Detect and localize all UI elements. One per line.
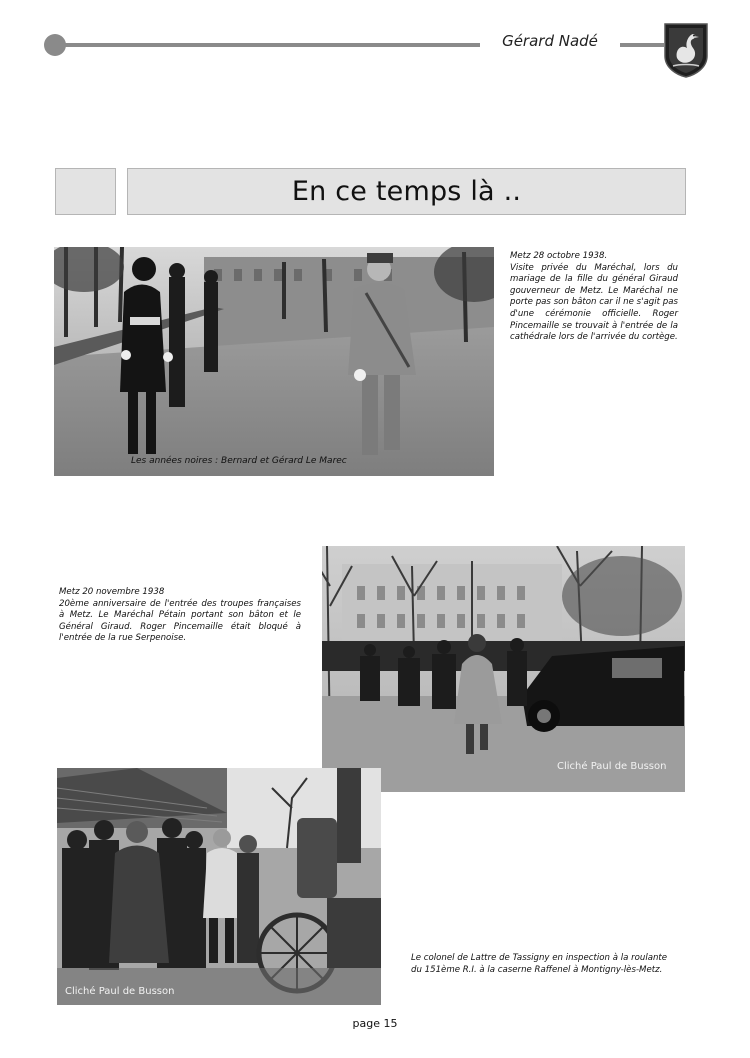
crest-icon — [663, 22, 709, 78]
section3-line1: Le colonel de Lattre de Tassigny en inspection à la roulante — [411, 953, 668, 963]
header-rule-left — [60, 43, 480, 47]
header-rule-right — [620, 43, 664, 47]
photo1-caption: Les années noires : Bernard et Gérard Le Marec — [131, 456, 347, 466]
header-author: Gérard Nadé — [502, 32, 598, 50]
section2-text: 20ème anniversaire de l'entrée des troupes françaises à Metz. Le Maréchal Pétain portant son bâton et le Général Giraud. Roger Pincemaille était bloqué à l'entrée de la rue Serpenoise. — [59, 598, 301, 644]
photo3-caption: Cliché Paul de Busson — [65, 986, 175, 997]
section3-line2: du 151ème R.I. à la caserne Raffenel à Montigny-lès-Metz. — [411, 964, 663, 975]
section1-note — [510, 251, 678, 344]
photo-parade-metz — [322, 546, 685, 792]
title-side-box — [55, 168, 116, 215]
photo2-caption: Cliché Paul de Busson — [557, 761, 667, 772]
photo-roulante-inspection — [57, 768, 381, 1005]
section1-text: Visite privée du Maréchal, lors du mariage de la fille du général Giraud gouverneur de Metz. Le Maréchal ne porte pas son bâton car il ne s'agit pas d'une cérémonie officielle. Roger Pincemaille se trouvait à l'entrée de la cathédrale lors de l'arrivée du cortège. — [510, 262, 678, 343]
section3-note — [411, 953, 701, 976]
section2-heading: Metz 20 novembre 1938 — [59, 587, 165, 597]
page-number: page 15 — [352, 1017, 398, 1030]
photo-petain-street — [54, 247, 494, 476]
section1-heading: Metz 28 octobre 1938. — [510, 251, 608, 261]
section2-note — [59, 587, 301, 645]
title-box — [127, 168, 686, 215]
page-title: En ce temps là .. — [291, 176, 522, 207]
